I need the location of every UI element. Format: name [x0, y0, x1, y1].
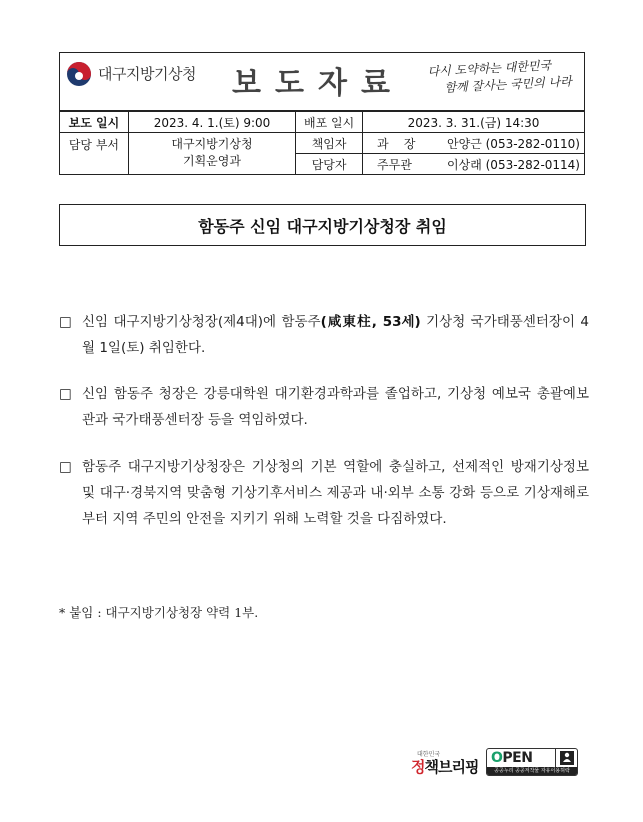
release-date-value: 2023. 4. 1.(토) 9:00 [128, 111, 295, 133]
attribution-type-icon [555, 749, 577, 767]
paragraph-text: 함동주 대구지방기상청장은 기상청의 기본 역할에 충실하고, 선제적인 방재기상정보 및 대구·경북지역 맞춤형 기상기후서비스 제공과 내·외부 소통 강화 등으로 기상재해로부터 지역 주민의 안전을 지키기 위해 노력할 것을 다짐하였다. [82, 459, 589, 527]
distribution-date-label: 배포 일시 [296, 111, 363, 133]
press-info-table [59, 110, 585, 175]
responsible-name-phone: 안양근 (053-282-0110) [447, 136, 580, 151]
responsible-role: 과 장 [377, 136, 416, 151]
contact-role: 주무관 [377, 157, 412, 172]
kogl-open-license-logo [486, 748, 578, 776]
paragraph-text-part: 신임 대구지방기상청장(제4대)에 함동주 [82, 314, 321, 330]
open-pen: PEN [502, 750, 533, 766]
department-label: 담당 부서 [60, 133, 129, 175]
contact-person [363, 154, 585, 175]
policy-briefing-logo [411, 749, 481, 781]
name-hanja-age: (咸東柱, 53세) [320, 314, 421, 330]
checkbox-bullet-icon: □ [59, 386, 72, 402]
paragraph-2 [59, 381, 589, 433]
policy-logo-red-char: 정 [411, 758, 425, 776]
distribution-date-value: 2023. 3. 31.(금) 14:30 [363, 111, 585, 133]
document-type-title: 보도자료 [232, 66, 404, 101]
open-o: O [491, 750, 503, 766]
open-logo-top [487, 749, 577, 767]
responsible-row [60, 133, 585, 154]
person-icon [560, 751, 574, 765]
contact-label: 담당자 [296, 154, 363, 175]
attachment-note: * 붙임 : 대구지방기상청장 약력 1부. [59, 605, 259, 620]
checkbox-bullet-icon: □ [59, 459, 72, 475]
open-license-bar: 공공누리 공공저작물 자유이용허락 [487, 767, 577, 775]
responsible-contact [363, 133, 585, 154]
release-row [60, 111, 585, 133]
responsible-label: 책임자 [296, 133, 363, 154]
department-value [128, 133, 295, 175]
policy-logo-text [411, 758, 481, 776]
slogan-line-1: 다시 도약하는 대한민국 [427, 58, 552, 79]
government-emblem-icon [66, 61, 92, 87]
slogan-line-2: 함께 잘사는 국민의 나라 [444, 74, 573, 95]
checkbox-bullet-icon: □ [59, 314, 72, 330]
release-date-label: 보도 일시 [60, 111, 129, 133]
open-wordmark [487, 749, 555, 767]
paragraph-text-part: 기상청 국가태풍센터장이 4월 1일(토) 취임한다. [82, 314, 589, 356]
paragraph-1 [59, 309, 589, 361]
policy-logo-small-text: 대한민국 [417, 751, 441, 758]
policy-logo-rest: 책브리핑 [424, 758, 479, 776]
paragraph-3 [59, 454, 589, 532]
paragraph-text: 신임 함동주 청장은 강릉대학원 대기환경과학과를 졸업하고, 기상청 예보국 총괄예보관과 국가태풍센터장 등을 역임하였다. [82, 386, 589, 428]
contact-name-phone: 이상래 (053-282-0114) [447, 157, 580, 172]
department-division: 기획운영과 [183, 154, 241, 168]
paragraph-text [82, 309, 589, 361]
department-name: 대구지방기상청 [171, 137, 253, 151]
org-name: 대구지방기상청 [98, 65, 196, 83]
press-release-headline: 함동주 신임 대구지방기상청장 취임 [59, 204, 586, 246]
